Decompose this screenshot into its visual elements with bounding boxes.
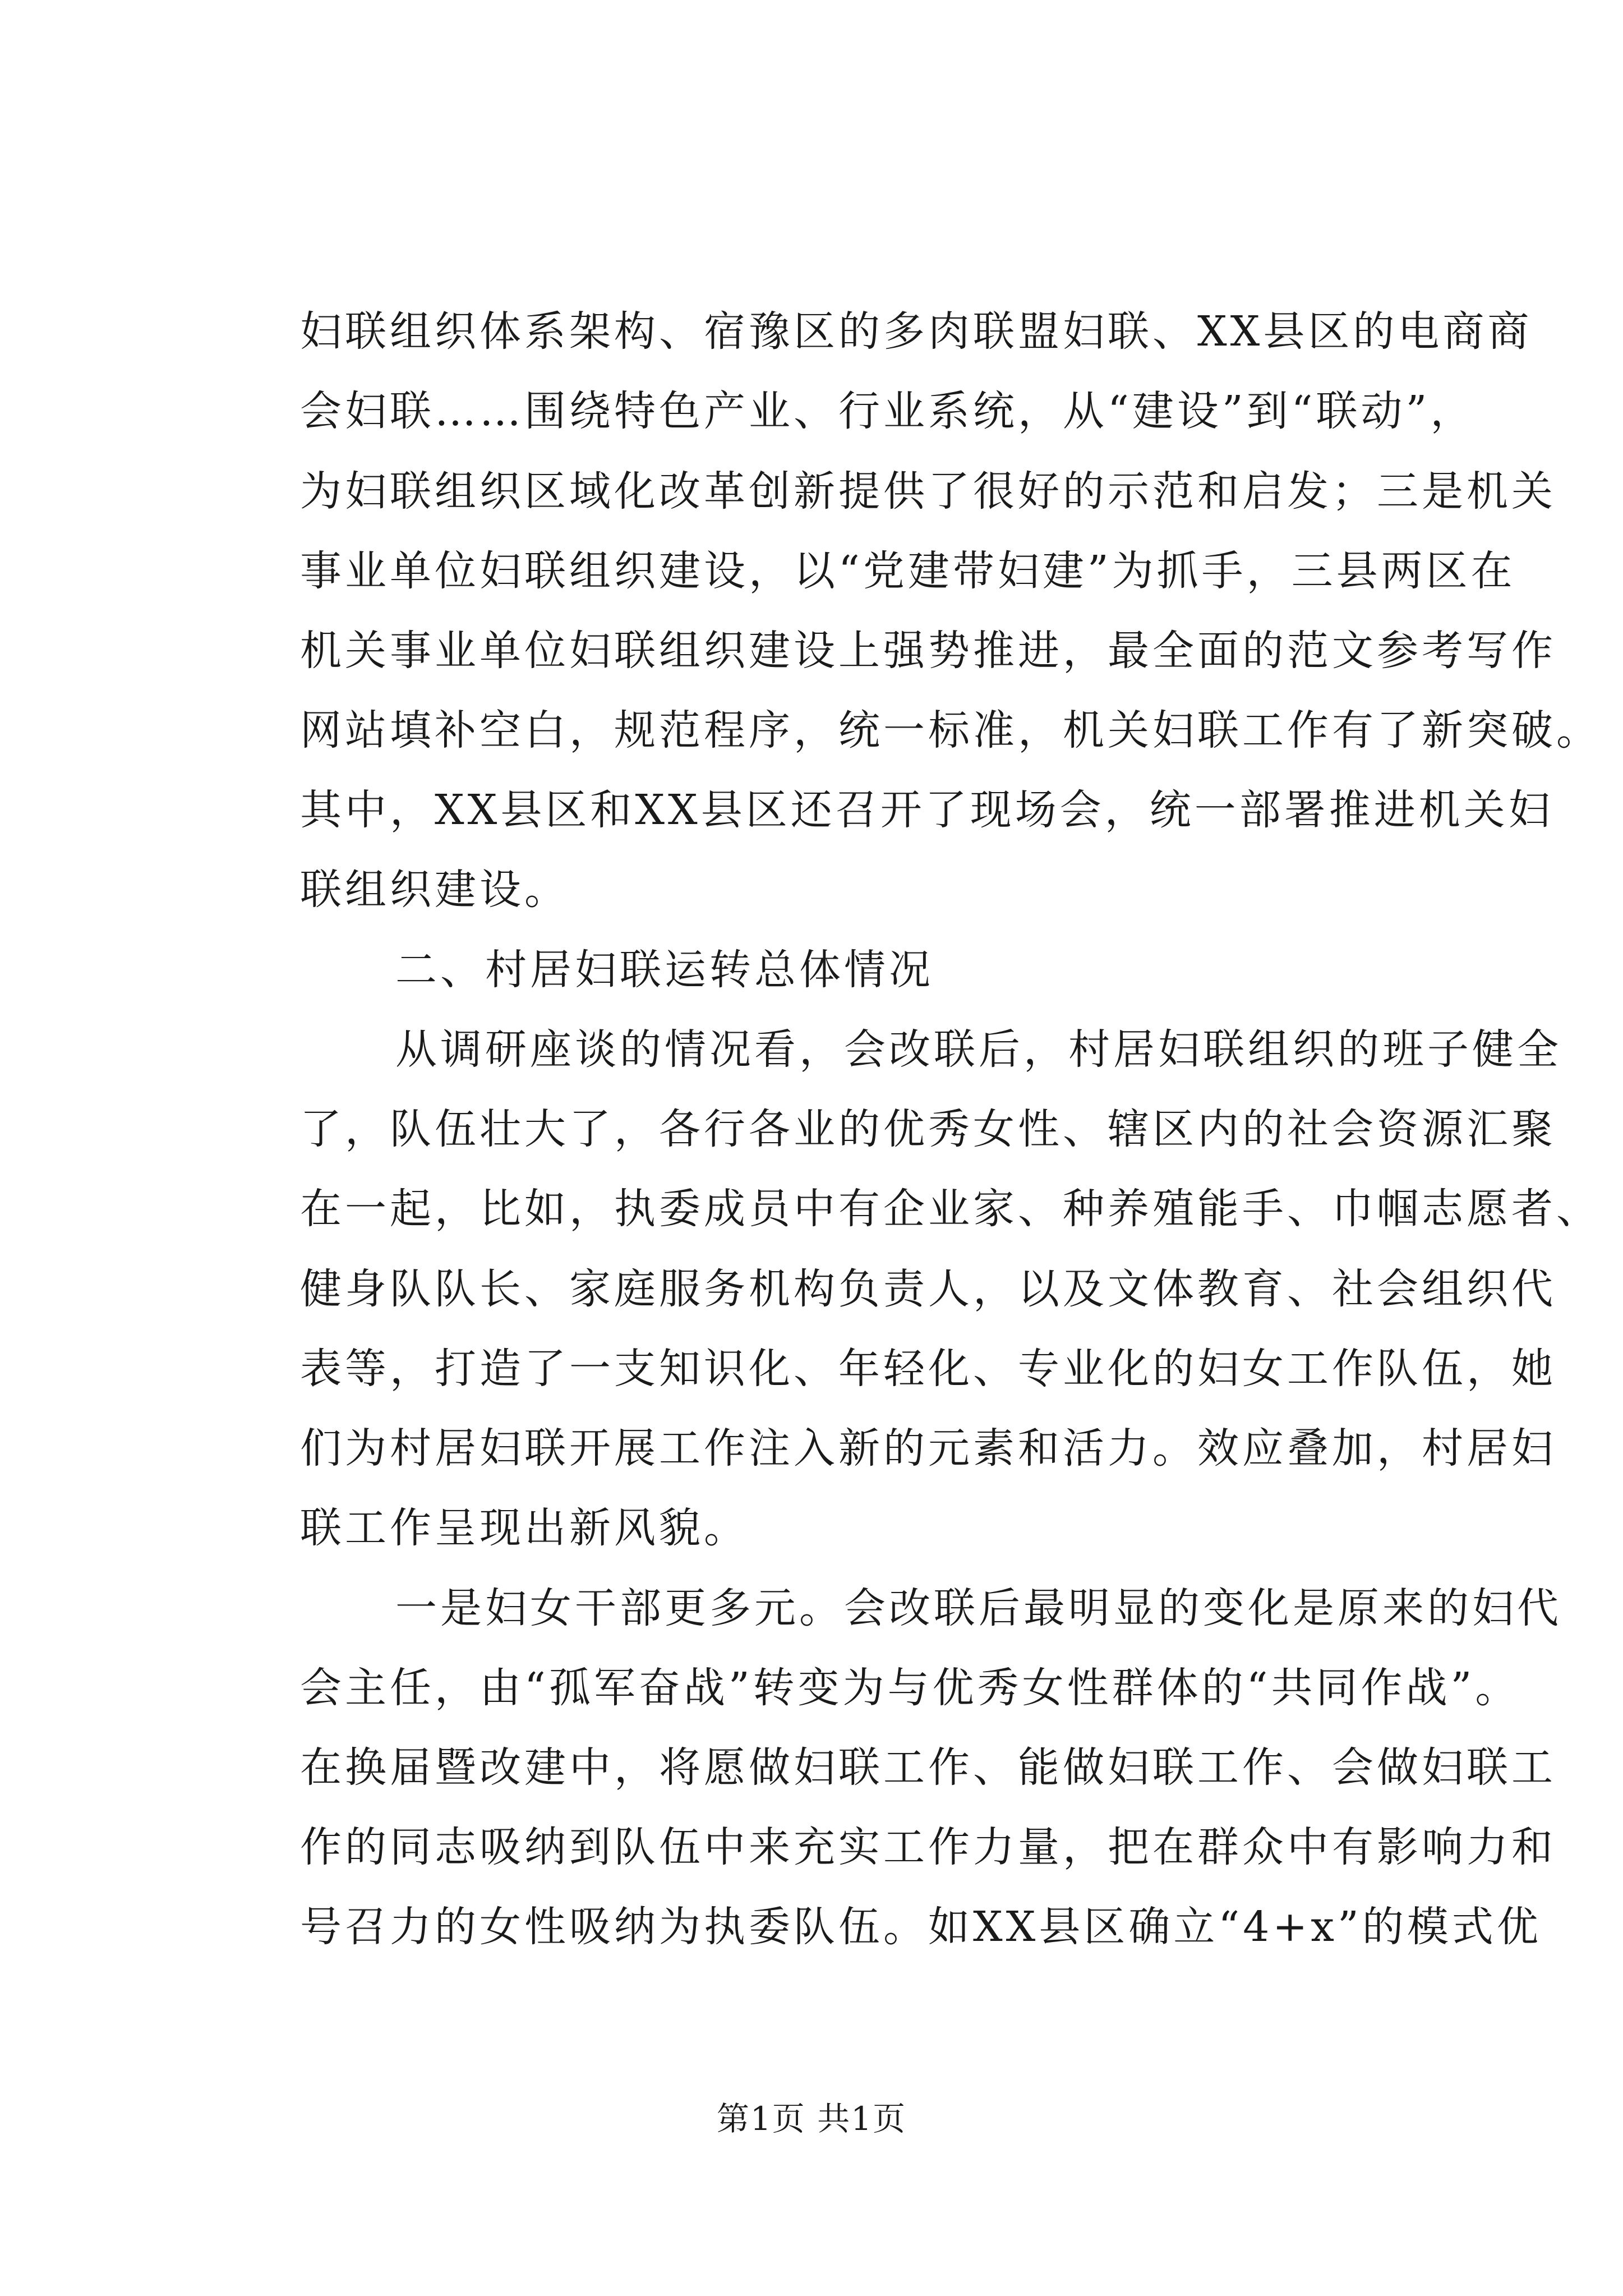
text-line: 会主任，由“孤军奋战”转变为与优秀女性群体的“共同作战”。 bbox=[300, 1664, 1520, 1712]
text-line: 联组织建设。 bbox=[300, 866, 569, 914]
text-line: 会妇联……围绕特色产业、行业系统，从“建设”到“联动”， bbox=[300, 387, 1476, 435]
text-line: 妇联组织体系架构、宿豫区的多肉联盟妇联、XX县区的电商商 bbox=[300, 307, 1533, 356]
text-line: 表等，打造了一支知识化、年轻化、专业化的妇女工作队伍，她 bbox=[300, 1345, 1556, 1393]
text-line: 事业单位妇联组织建设，以“党建带妇建”为抓手，三县两区在 bbox=[300, 547, 1516, 595]
text-line: 为妇联组织区域化改革创新提供了很好的示范和启发；三是机关 bbox=[300, 467, 1556, 516]
text-line: 们为村居妇联开展工作注入新的元素和活力。效应叠加，村居妇 bbox=[300, 1424, 1556, 1473]
text-line: 其中，XX县区和XX县区还召开了现场会，统一部署推进机关妇 bbox=[300, 786, 1553, 834]
section-heading: 二、村居妇联运转总体情况 bbox=[395, 946, 934, 994]
text-line: 在换届暨改建中，将愿做妇联工作、能做妇联工作、会做妇联工 bbox=[300, 1743, 1556, 1792]
text-line: 了，队伍壮大了，各行各业的优秀女性、辖区内的社会资源汇聚 bbox=[300, 1105, 1556, 1153]
text-line: 联工作呈现出新风貌。 bbox=[300, 1504, 749, 1552]
text-line: 号召力的女性吸纳为执委队伍。如XX县区确立“4+x”的模式优 bbox=[300, 1903, 1542, 1951]
page-number-footer: 第1页 共1页 bbox=[716, 2100, 907, 2138]
text-line: 网站填补空白，规范程序，统一标准，机关妇联工作有了新突破。 bbox=[300, 706, 1601, 754]
text-line: 作的同志吸纳到队伍中来充实工作力量，把在群众中有影响力和 bbox=[300, 1823, 1556, 1871]
text-line: 机关事业单位妇联组织建设上强势推进，最全面的范文参考写作 bbox=[300, 627, 1556, 675]
text-line: 在一起，比如，执委成员中有企业家、种养殖能手、巾帼志愿者、 bbox=[300, 1185, 1601, 1233]
text-line: 从调研座谈的情况看，会改联后，村居妇联组织的班子健全 bbox=[395, 1025, 1562, 1074]
text-line: 健身队队长、家庭服务机构负责人，以及文体教育、社会组织代 bbox=[300, 1265, 1556, 1313]
text-line: 一是妇女干部更多元。会改联后最明显的变化是原来的妇代 bbox=[395, 1584, 1562, 1632]
